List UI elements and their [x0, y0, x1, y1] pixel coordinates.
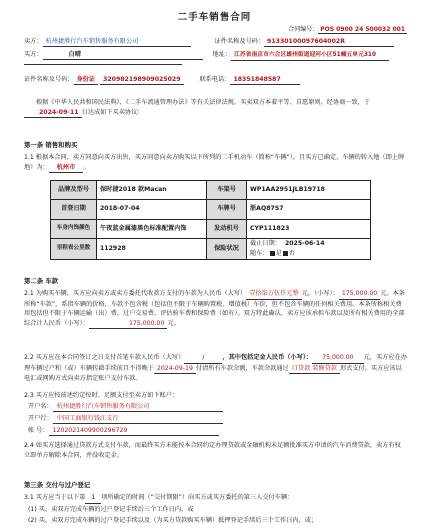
brand-value: 保时捷2018 款Macan: [97, 181, 207, 200]
s1-p1-text: 1.1 根据本合同，卖方同意向买方出售，买方同意向卖方购买以下所列的二手机动车（简称“车辆”）。且买方已确定，车辆的转入地（即上牌地）为：: [24, 154, 405, 171]
checkbox-yes-label: 是: [275, 250, 282, 258]
checkbox-no-label: 否: [288, 250, 295, 258]
insurance-deadline: [250, 239, 367, 249]
id-number: 320982198909025029: [100, 76, 184, 85]
bank-name: 中国工商银行钱江支行: [53, 415, 223, 424]
mileage-value: 112928: [97, 239, 207, 260]
s2-p1-lower: 175,000.00: [339, 289, 380, 300]
plate-label: 车牌号: [207, 200, 247, 219]
buyer-label: 买方：: [24, 51, 43, 58]
buyer-address-label: 地址：: [212, 51, 232, 58]
brand-label: 品牌及型号: [51, 181, 97, 200]
contract-title: 二手车销售合同: [177, 12, 252, 23]
s2-p2-e: 形式支付。买方应该以电汇或网购方式向卖方指定账户支付车款。: [24, 364, 402, 383]
table-row: [51, 219, 371, 238]
s2-p2-deposit: 75,000.00: [312, 353, 364, 364]
engine-value: CYP111823: [247, 219, 371, 238]
buyer-name: 白晴: [43, 51, 203, 60]
insurance-options-label: 随车：: [250, 250, 269, 258]
mileage-label: 里程表公里数: [51, 239, 97, 260]
preamble-text-1: 根据《中华人民共和国民法典》、《二手车流通管理办法》等有关法律法规，买卖双方本着平等、自愿原则，经协商一致，于: [36, 99, 371, 106]
account-name-row: [28, 403, 223, 412]
s2-p1-c: 元。本条所称“车款”，系指车辆的价格，车款不包含税（包括但不限于车辆购置税、增值税）车价，但不包含车辆的任何相关费用。本条所称相关费用包括但不限于车辆运输（出）费、过户交易费、评估验车费和保险费（如有）。双方特此确认，卖方应该承担车款以及所有相关费用的全部综合计人民币（小写）：: [24, 290, 405, 327]
seller-credit-no: 91330100097604002R: [264, 38, 394, 47]
id-row: [24, 76, 407, 85]
engine-label: 发动机号: [207, 219, 247, 238]
vehicle-info-table: [50, 180, 371, 260]
s2-p1-total: 175,000.00: [89, 319, 167, 330]
s3-p1-a: 3.1 买方应当于以下第: [24, 494, 86, 501]
preamble: [24, 98, 407, 118]
account-name-label: 开户名：: [28, 403, 53, 410]
s1-p1-end: 。: [83, 163, 90, 171]
table-row: [51, 181, 371, 200]
buyer-row: [24, 51, 407, 61]
vin-value: WP1AA2951JLB19718: [247, 181, 371, 200]
seller-name: 杭州捷胜行汽车销售服务有限公司: [43, 38, 191, 47]
contract-number: [288, 26, 407, 34]
contract-number-label: 合同编号：: [288, 26, 319, 33]
s2-p2-date: 2024-09-19: [154, 364, 196, 375]
insurance-cell: [247, 239, 371, 260]
s2-p1-b: 元，（小写）：: [301, 290, 339, 297]
section-2-p4: 2.4 如买方选择通过贷款方式支付车款，而最终买方未能按本合同约定办理贷款或金融机构未足额批准买方申请的汽车消费贷款，卖方有权立即单方解除本合同，并没收定金。: [24, 442, 401, 459]
phone-label: 联系电话：: [199, 76, 231, 83]
s2-p1-a: 2.1 为购买车辆，买方应向卖方或卖方委托代收款方支付的车款为人民币（大写）: [24, 290, 247, 297]
section-3-o1: (1) 买、卖双方完成车辆的过户登记手续后三个工作日内，或: [28, 506, 194, 513]
preamble-date: 2024-09-11: [24, 108, 82, 119]
account-number: 1202021409900296729: [49, 427, 219, 436]
s2-p2-b: ，其中包括定金人民币（小写）：: [222, 354, 313, 361]
color-label: 车身内饰颜色: [51, 219, 97, 238]
section-3-title: 第三条 交付与过户登记: [24, 481, 91, 489]
seller-row: [24, 38, 407, 47]
checkbox-no[interactable]: [283, 251, 288, 256]
table-row: [51, 200, 371, 219]
reg-label: 首登日期: [51, 200, 97, 219]
s2-p1-upper: 壹拾柒万伍仟元整: [246, 289, 302, 300]
phone-value: 18351848587: [230, 76, 300, 85]
buyer-address: 江苏省南京市六合区雄州街道迎河小区51幢五单元310: [231, 52, 389, 61]
insurance-deadline-label: 截止日期：: [250, 240, 281, 248]
s1-p1-city: 杭州市: [49, 163, 84, 174]
insurance-options: [250, 249, 367, 259]
s2-p2-method: 口贷款 装修贷款: [289, 364, 340, 375]
table-row: [51, 239, 371, 260]
divider-line: [24, 64, 182, 65]
section-3-o2: (2) 买、卖双方完成车辆的过户登记手续以及（为买方贷款购买车辆）抵押登记手续后三个工作日内，或；: [28, 517, 318, 524]
section-2-p2: [24, 353, 407, 384]
section-3-p1: [24, 493, 407, 504]
account-number-row: [28, 427, 219, 436]
preamble-text-2: 日达成如下买卖协议：: [81, 108, 144, 116]
id-label: 证件名称及号码：: [24, 76, 74, 83]
seller-credit-label: 证件名称及号码：: [214, 38, 265, 45]
s2-p2-a: 2.2 买方应在本合同签订之日支付首笔车款人民币（大写）: [24, 354, 185, 361]
insurance-deadline-date: 2025-06-14: [284, 240, 325, 248]
s2-p2-blank: /: [184, 353, 222, 364]
bank-label: 开户行：: [28, 415, 53, 422]
account-name: 杭州捷胜行汽车销售服务有限公司: [53, 403, 223, 412]
s2-p2-c: 元，买方应在办理车辆过户和（或）车辆转籍手续前且不得晚于: [24, 354, 407, 372]
plate-value: 浙AQ87S7: [247, 200, 371, 219]
contract-number-value: POS 0900 24 500032 001: [320, 26, 405, 33]
bank-row: [28, 415, 223, 424]
section-2-title: 第二条 车款: [24, 277, 59, 285]
reg-value: 2018-07-04: [97, 200, 207, 219]
s2-p2-d: 付清所有车款余额，车款余款通过: [195, 364, 289, 372]
section-1-paragraph: [24, 153, 407, 173]
s3-p1-n: 1: [85, 493, 101, 504]
s2-p1-d: 元。: [167, 319, 180, 327]
color-value: 午夜蓝金属漆黑色标准配置内饰: [97, 219, 207, 238]
section-2-p3: 2.3 买方应按前述约定按时、足额支付至卖方如下账户：: [24, 392, 179, 399]
seller-label: 卖方：: [24, 38, 43, 45]
s3-p1-b: 项所确定的时间（“交付期限”）向买方或买方委托的第三人交付车辆：: [101, 494, 294, 501]
section-2-p1: [24, 289, 407, 329]
id-type: 身份证: [74, 76, 99, 85]
account-number-label: 帐 号：: [28, 427, 49, 434]
checkbox-yes[interactable]: [270, 251, 275, 256]
vin-label: 车架号: [207, 181, 247, 200]
insurance-label: 保险状况: [207, 239, 247, 260]
section-1-title: 第一条 销售和购买: [24, 141, 78, 149]
